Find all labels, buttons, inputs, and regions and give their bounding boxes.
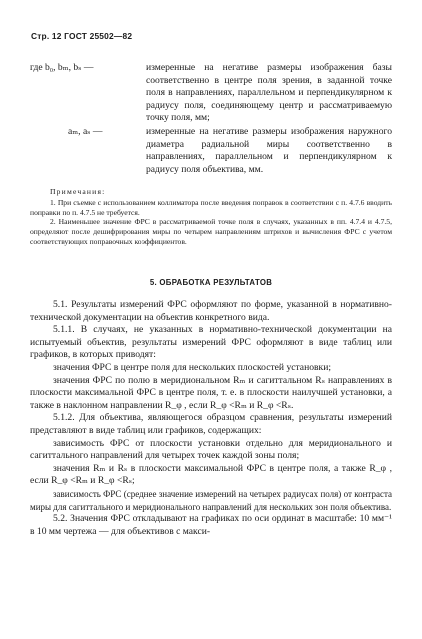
paragraph: значения ФРС в центре поля для нескольких плоскостей установки; — [53, 361, 331, 373]
paragraph: зависимость ФРС от плоскости установки отдельно для меридионального и сагиттального направлений для четырех точек каждой зоны поля; — [30, 437, 392, 462]
paragraph: 5.2. Значения ФРС откладывают на графиках по оси ординат в масштабе: 10 мм⁻¹ в 10 мм чертежа — для объективов с макси- — [30, 513, 392, 537]
definition-text: измеренные на негативе размеры изображения наружного диаметра радиальной миры соответственно в направлениях, параллельном и перпендикулярном к радиусу поля объектива, мм. — [146, 125, 392, 175]
paragraph: значения ФРС по полю в меридиональном Rₘ и сагиттальном Rₛ направлениях в плоскости максимальной ФРС в центре поля, т. е. в плоскости наилучшей установки, а также в наклонном направлении R_φ , если R_φ <Rₘ и R_φ <Rₛ. — [30, 374, 392, 411]
paragraph: 5.1.1. В случаях, не указанных в нормативно-технической документации на испытуемый объектив, результаты измерений ФРС оформляют в виде таблиц или графиков, в которых приводят: — [30, 324, 392, 361]
definition-item — [30, 126, 392, 176]
definitions-block — [30, 62, 392, 176]
definition-item — [30, 62, 392, 125]
section-heading: 5. ОБРАБОТКА РЕЗУЛЬТАТОВ — [149, 278, 273, 287]
definition-text: измеренные на негативе размеры изображения базы соответственно в центре поля зрения, в заданной точке поля в направлениях, параллельном и перпендикулярном к радиусу поля, соединяющему центр и рассматриваемую точку поля, мм; — [146, 62, 392, 124]
body-text — [30, 299, 392, 538]
running-head: Стр. 12 ГОСТ 25502—82 — [31, 31, 133, 41]
paragraph: 5.1. Результаты измерений ФРС оформляют по форме, указанной в нормативно-технической документации на объектив конкретного вида. — [30, 299, 392, 323]
notes-block — [30, 187, 392, 247]
definition-term: где b₀, bₘ, bₛ — — [30, 62, 94, 73]
paragraph: зависимость ФРС (среднее значение измерений на четырех радиусах поля) от контраста миры для сагиттального и меридионального направлений для нескольких зон поля объектива. — [30, 488, 392, 512]
definition-term: aₘ, aₛ — — [68, 125, 103, 137]
paragraph: значения Rₘ и Rₛ в плоскости максимальной ФРС в центре поля, а также R_φ , если R_φ <Rₘ и R_φ <Rₛ; — [30, 462, 392, 487]
notes-title: Примечания: — [50, 187, 106, 196]
paragraph: 5.1.2. Для объектива, являющегося образцом сравнения, результаты измерений представляют в виде таблиц или графиков, содержащих: — [30, 412, 392, 436]
note-item: 1. При съемке с использованием коллиматора после введения поправок в соответствии с п. 4.7.6 вводить поправки по п. 4.7.5 не требуется. — [30, 197, 392, 217]
note-item: 2. Наименьшее значение ФРС в рассматриваемой точке поля в случаях, указанных в пп. 4.7.4 и 4.7.5, определяют после дешифрирования миры по четырем направлениям штрихов и вычисления ФРС с учетом соответствующих поправочных коэффициентов. — [30, 217, 392, 246]
